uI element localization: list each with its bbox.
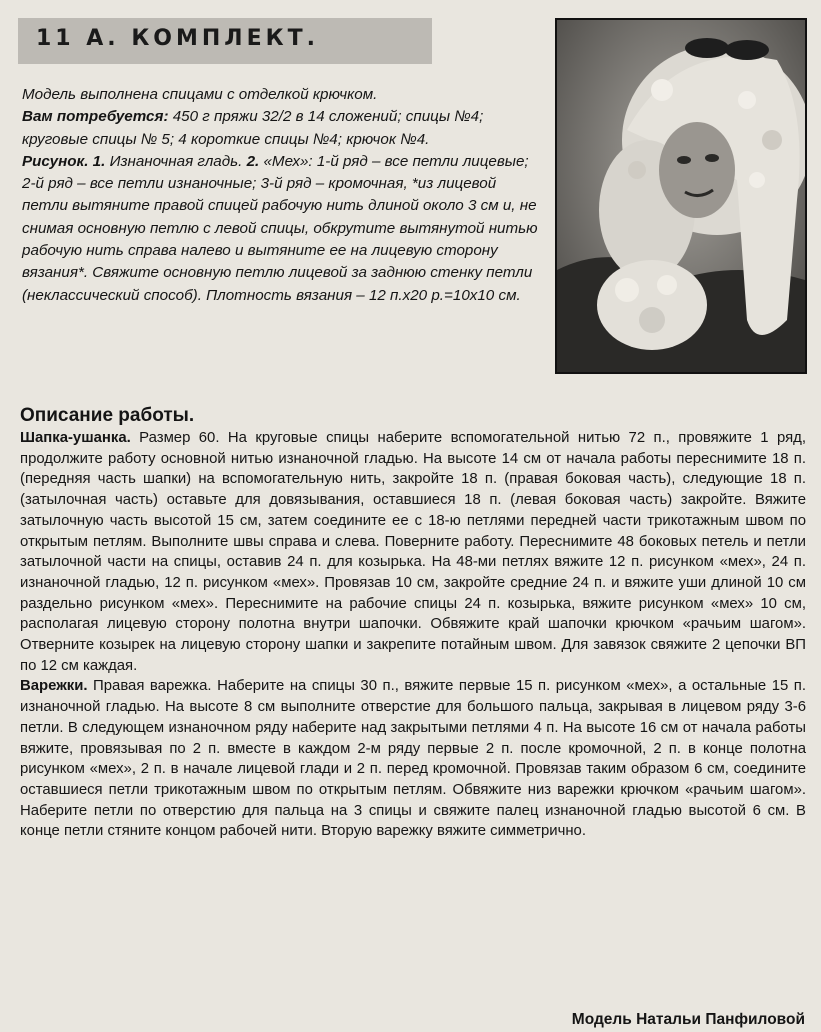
page-title: 11 А. КОМПЛЕКТ.	[36, 26, 319, 51]
mittens-paragraph	[20, 676, 806, 842]
hat-label: Шапка-ушанка.	[20, 430, 131, 446]
materials-paragraph	[22, 106, 540, 151]
pattern-paragraph	[22, 151, 540, 307]
work-description	[20, 404, 806, 842]
model-photo	[555, 18, 807, 374]
materials-label: Вам потребуется:	[22, 108, 169, 126]
hat-paragraph	[20, 428, 806, 676]
photo-woman-in-hat-icon	[557, 20, 805, 372]
pattern-label: Рисунок. 1.	[22, 152, 106, 170]
materials-text: 450 г пряжи 32/2 в 14 сложений; спицы №4; круговые спицы № 5; 4 короткие спицы №4; крючок №4.	[22, 108, 484, 148]
intro-block	[22, 84, 540, 307]
pattern-label-2: 2.	[246, 152, 260, 170]
mittens-text: Правая варежка. Наберите на спицы 30 п., вяжите первые 15 п. рисунком «мех», а остальные 15 п. изнаночной гладью. На высоте 8 см выполните отверстие для большого пальца, закрывая в лицевом ряду 3-6 петли. В следующем изнаночном ряду наберите над закрытыми петлями 4 п. На высоте 16 см от начала работы вяжите, провязывая по 2 п. вместе в каждом 2-м ряду первые 2 п. после кромочной, 2 п. в конце полотна рисунком «мех», 2 п. в начале лицевой глади и 2 п. перед кромочной. Провязав таким образом 6 см, соедините оставшиеся петли трикотажным швом по открытым петлям. Обвяжите низ варежки крючком «рачьим шагом». Наберите петли по отверстию для пальца на 3 спицы и свяжите палец изнаночной гладью высотой 6 см. В конце петли стяните концом рабочей нити. Вторую варежку вяжите симметрично.	[20, 678, 806, 840]
section-heading: Описание работы.	[20, 405, 195, 426]
pattern-text-2: «Мех»: 1-й ряд – все петли лицевые; 2-й ряд – все петли изнаночные; 3-й ряд – кромочная, *из лицевой петли вытяните правой спицей рабочую нить длиной около 3 см и, не снимая основную петлю с левой спицы, обкрутите вытянутой нитью рабочую нить справа налево и вытяните ее на лицевую сторону вязания*. Свяжите основную петлю лицевой за заднюю стенку петли (неклассический способ). Плотность вязания – 12 п.х20 р.=10х10 см.	[22, 152, 538, 304]
hat-text: Размер 60. На круговые спицы наберите вспомогательной нитью 72 п., провяжите 1 ряд, продолжите работу основной нитью изнаночной гладью. На высоте 14 см от начала работы переснимите 18 п. (передняя часть шапки) на вспомогательную нить, закройте 18 п. (правая боковая часть), следующие 18 п. (затылочная часть) оставьте для довязывания, оставшиеся 18 п. (левая боковая часть) закройте. Вяжите затылочную часть высотой 15 см, затем соедините ее с 18-ю петлями передней части трикотажным швом по открытым петлям. Выполните швы справа и слева. Поверните работу. Переснимите 48 боковых петель и петли затылочной части на спицы, оставив 24 п. для козырька. На 48-ми петлях вяжите 12 п. рисунком «мех», 24 п. изнаночной гладью, 12 п. рисунком «мех». Провязав 10 см, закройте средние 24 п. и вяжите уши длиной 10 см раздельно рисунком «мех». Переснимите на рабочие спицы 24 п. козырька, вяжите рисунком «мех» 10 см, располагая лицевую сторону полотна внутри шапочки. Обвяжите край шапочки крючком «рачьим шагом». Отверните козырек на лицевую сторону шапки и закрепите потайным швом. Для завязок свяжите 2 цепочки ВП по 12 см каждая.	[20, 430, 806, 674]
intro-line: Модель выполнена спицами с отделкой крючком.	[22, 86, 378, 103]
author-credit: Модель Натальи Панфиловой	[571, 1011, 805, 1028]
mittens-label: Варежки.	[20, 678, 88, 695]
pattern-text-1: Изнаночная гладь.	[105, 152, 247, 170]
